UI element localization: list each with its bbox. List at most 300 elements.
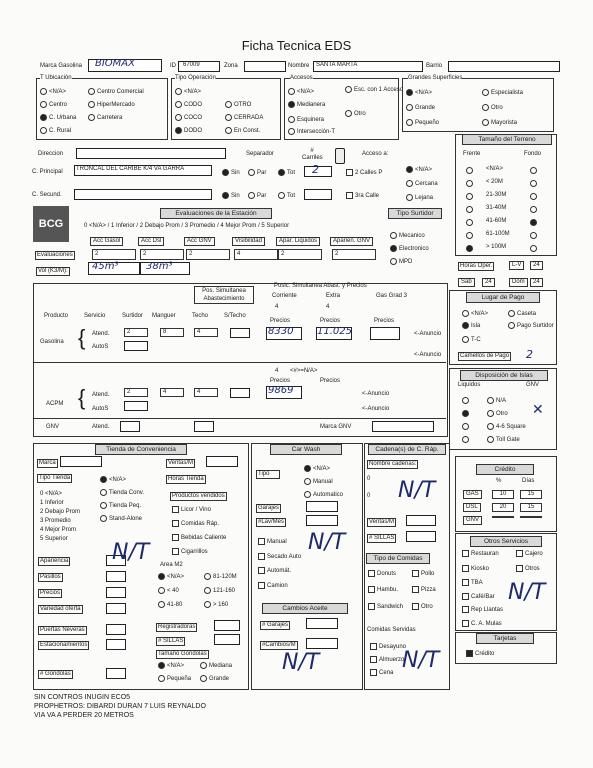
tienda-scale-item: 2 Debajo Prom (40, 509, 81, 515)
frente-radio[interactable] (466, 180, 473, 187)
gasolina-label: Gasolina (40, 339, 64, 345)
acpm-autos: AutoS (92, 406, 109, 412)
accesos-opt-medianera[interactable]: Medianera (288, 101, 325, 109)
bcg-eval-value[interactable]: 2 (186, 249, 230, 260)
tarjetas-title: Tarjetas (476, 633, 534, 644)
tamano-row-label: <N/A> (486, 166, 504, 172)
tienda-marca-label: Marca (39, 460, 56, 466)
operacion-opt-na[interactable]: <N/A> (175, 88, 201, 96)
otros-llantas[interactable]: Rep Llantas (462, 606, 503, 614)
tienda-tipo-conv[interactable]: Tienda Conv. (100, 489, 144, 497)
vol-dsl-value: 38m³ (146, 261, 173, 272)
grandes-opt-especialista[interactable]: Especialista (482, 89, 523, 97)
tamano-fondo: Fondo (524, 151, 542, 157)
prod-comidas[interactable]: Comidas Ráp. (172, 520, 219, 528)
area-label: Area M2 (160, 562, 183, 568)
precio-gas3-field[interactable] (370, 327, 400, 340)
gnv-label: GNV (46, 424, 60, 430)
precio-extra-value: 11.025 (317, 326, 352, 337)
bcg-eval-value[interactable]: 4 (234, 249, 278, 260)
lugar-opt-na[interactable]: <N/A> (462, 310, 488, 318)
acceso-lejana[interactable]: Lejana (406, 194, 433, 202)
bcg-col-header: Acc Dsl (138, 237, 164, 246)
precio-label-1: Precios (270, 318, 291, 324)
credito-dias-value[interactable]: 15 (520, 490, 542, 499)
lugar-opt-surtidor[interactable]: Pago Surtidor (508, 322, 554, 330)
cadena-sillas-label: # SILLAS (369, 535, 395, 541)
camellos-label: Camellos de Pago (460, 353, 510, 359)
bcg-eval-value[interactable]: 2 (278, 249, 322, 260)
gnv-atend: Atend. (92, 424, 110, 430)
islas-opt-toll[interactable]: Toll Gate (462, 436, 520, 444)
operacion-opt-dodo[interactable]: DODO (175, 127, 202, 135)
bcg-eval-value[interactable]: 2 (332, 249, 376, 260)
producto-header: Techo (192, 313, 209, 319)
area-na[interactable]: <N/A> (158, 573, 184, 581)
id-value: 67009 (183, 62, 200, 68)
cadena-nt: N/T (398, 478, 436, 503)
carriles-value: 2 (312, 163, 319, 176)
cadena-title: Cadena(s) de C. Ráp. (368, 444, 446, 455)
gond-na[interactable]: <N/A> (158, 662, 184, 670)
producto-value-cell[interactable]: 2 (124, 388, 148, 397)
accesos-opt-esquinera[interactable]: Esquinera (288, 116, 324, 124)
carwash-lav-field[interactable] (306, 515, 338, 526)
lugar-opt-isla[interactable]: Isla (462, 322, 480, 330)
sab-value[interactable]: 24 (482, 278, 495, 287)
separador-label: Separador (246, 151, 275, 157)
grandes-opt-mayorista[interactable]: Mayorista (482, 119, 517, 127)
frente-radio[interactable] (466, 193, 473, 200)
tienda-left-label: Estacionamientos (40, 642, 88, 648)
otros-otros[interactable]: Otros (516, 565, 540, 573)
direccion-field[interactable] (76, 148, 226, 159)
traffic-light-icon (335, 148, 345, 164)
area-41[interactable]: 41-80 (158, 601, 182, 609)
ubicacion-opt-na[interactable]: <N/A> (40, 88, 66, 96)
principal-sin[interactable]: Sin (222, 169, 240, 177)
producto-value-cell[interactable]: 8 (160, 328, 184, 337)
gasolina-brace: { (78, 325, 86, 350)
fondo-radio[interactable] (530, 232, 537, 239)
islas-title: Disposición de Islas (460, 370, 548, 381)
area-40[interactable]: < 40 (158, 587, 179, 595)
producto-header: Surtidor (122, 313, 144, 319)
bcg-col-header: Apar. Liquidos (276, 237, 320, 246)
tienda-tipo-peq[interactable]: Tienda Peq. (100, 502, 141, 510)
cadena-zero-1: 0 (367, 476, 371, 482)
anuncio-acpm2: <-Anuncio (362, 406, 390, 412)
operacion-opt-const[interactable]: En Const. (225, 127, 260, 135)
islas-opt-otro[interactable]: Otro (462, 410, 508, 418)
tienda-tipo-label: Tipo Tienda (39, 475, 71, 481)
frente-radio[interactable] (466, 206, 473, 213)
nombre-label: Nombre (288, 63, 310, 69)
dom-value[interactable]: 24 (530, 278, 543, 287)
carwash-nt: N/T (308, 530, 346, 555)
camellos-value[interactable]: 2 (526, 348, 533, 361)
gnv-field-2[interactable] (194, 421, 214, 432)
otros-restauran[interactable]: Restauran (462, 550, 499, 558)
comida-pizza[interactable]: Pizza (412, 586, 436, 594)
tienda-scale-item: 5 Superior (40, 536, 68, 542)
principal-par[interactable]: Par (248, 169, 266, 177)
fondo-radio[interactable] (530, 193, 537, 200)
tienda-title: Tienda de Conveniencia (95, 444, 187, 455)
divider-gas-acpm (34, 362, 446, 363)
tienda-tipo-na[interactable]: <N/A> (100, 476, 126, 484)
frente-radio[interactable] (466, 232, 473, 239)
lav-secado[interactable]: Secado Auto (258, 553, 301, 561)
autos-field[interactable] (124, 341, 148, 351)
gond-mediana[interactable]: Mediana (200, 662, 232, 670)
tienda-sillas-field[interactable] (214, 634, 240, 645)
islas-gnv: GNV (526, 382, 540, 388)
lav-camion[interactable]: Camion (258, 582, 288, 590)
lugar-pago-title: Lugar de Pago (466, 292, 540, 303)
carwash-tipo-label: Tipo (256, 470, 280, 479)
producto-section (33, 283, 448, 437)
zona-label: Zona (224, 63, 238, 69)
tamano-row-label: 31-40M (486, 205, 507, 211)
otros-kiosko[interactable]: Kiosko (462, 565, 489, 573)
tienda-left-label: Pasillos (40, 574, 61, 580)
acceso-label: Acceso a: (362, 151, 389, 157)
secund-par[interactable]: Par (248, 192, 266, 200)
producto-header: Producto (44, 313, 69, 319)
comida-pollo[interactable]: Pollo (412, 570, 434, 578)
comida-otro[interactable]: Otro (412, 603, 433, 611)
secund-tot[interactable]: Tot (278, 192, 295, 200)
autos-field[interactable] (124, 401, 148, 411)
frente-radio[interactable] (466, 245, 473, 252)
gond-pequena[interactable]: Pequeña (158, 675, 191, 683)
precio-corriente-value: 8330 (268, 326, 294, 337)
tienda-left-field[interactable] (106, 603, 126, 614)
s-techo-field[interactable] (230, 388, 250, 398)
fondo-radio[interactable] (530, 206, 537, 213)
tienda-left-field[interactable] (106, 624, 126, 635)
cambios-mes-label: #Cambios/M (262, 642, 296, 648)
tamano-row-label: < 20M (486, 179, 503, 185)
prod-licor[interactable]: Licor / Vino (172, 506, 211, 514)
otros-title: Otros Servicios (470, 536, 542, 547)
credito-dias-value[interactable] (520, 516, 542, 518)
cambios-title: Cambios Aceite (262, 603, 348, 614)
tamano-frente: Frente (463, 151, 481, 157)
otros-tba[interactable]: TBA (462, 579, 483, 587)
bcg-eval-value[interactable]: 2 (140, 249, 184, 260)
acpm-precio-label-2: Precios (320, 378, 341, 384)
anuncio-acpm: <-Anuncio (362, 391, 390, 397)
tienda-scale-item: 1 Inferior (40, 500, 64, 506)
serv-almuerzo[interactable]: Almuerzo (370, 656, 404, 664)
credito-dias-value[interactable]: 15 (520, 503, 542, 512)
producto-header: Manguer (152, 313, 176, 319)
operacion-opt-cerrada[interactable]: CERRADA (225, 114, 263, 122)
grandes-title: Grandes Superficies (408, 75, 463, 81)
cadena-nombre-label: Nombre cadenas: (369, 461, 417, 467)
frente-radio[interactable] (466, 167, 473, 174)
serv-desayuno[interactable]: Desayuno (370, 643, 406, 651)
cadena-ventas-field[interactable] (406, 515, 436, 526)
operacion-opt-coco[interactable]: COCO (175, 114, 202, 122)
accesos-title: Accesos (290, 75, 313, 81)
producto-value-cell[interactable]: 4 (194, 388, 218, 397)
extra-label: Extra (326, 293, 341, 299)
fondo-radio[interactable] (530, 180, 537, 187)
principal-value: TRONCAL DEL CARIBE K/4 VA GARRA (76, 166, 185, 172)
bcg-col-header: Acc GNV (184, 237, 215, 246)
posic-simultanea: Posic. Simultanea Abast. y Precios (274, 283, 367, 289)
producto-value-cell[interactable]: 2 (124, 328, 148, 337)
tienda-left-field[interactable] (106, 639, 126, 650)
carwash-auto[interactable]: Automatico (304, 491, 343, 499)
bcg-col-header: Aparien. GNV (330, 237, 373, 246)
operacion-opt-otro[interactable]: OTRO (225, 101, 251, 109)
producto-header: Servicio (84, 313, 106, 319)
lugar-opt-tc[interactable]: T-C (462, 336, 481, 344)
tipo-surtidor-title: Tipo Surtidor (388, 208, 442, 219)
cambios-nt: N/T (282, 650, 320, 675)
tienda-ventas-label: Ventas/M (168, 460, 194, 466)
servidas-nt: N/T (402, 648, 440, 673)
corriente-label: Corriente (272, 293, 297, 299)
pos-simultanea: Pos. Simultanea Abastecimiento (194, 286, 254, 304)
producto-value-cell[interactable]: 4 (194, 328, 218, 337)
ubicacion-opt-hiper[interactable]: HiperMercado (88, 101, 135, 109)
id-label: ID (170, 63, 176, 69)
gas-top-extra: 4 (326, 304, 330, 310)
gasolina-autos: AutoS (92, 344, 109, 350)
ubicacion-title: T Ubicación (40, 75, 72, 81)
anuncio-gas: <-Anuncio (414, 331, 442, 337)
gondolas-size-label: Tamaño Gondolas (158, 651, 207, 657)
secund-field[interactable] (74, 189, 212, 200)
bcg-eval-value[interactable]: 2 (92, 249, 136, 260)
tienda-left-label: # Gondolas (40, 671, 71, 677)
producto-header: S/Techo (224, 313, 246, 319)
nombre-value: SANTA MARTA (316, 62, 358, 68)
precio-label-3: Precios (374, 318, 395, 324)
footer-line-2: PROPHETROS: DIBARDI DURAN 7 LUIS REYNALDO (34, 703, 206, 710)
direccion-label: Direccion (38, 151, 64, 157)
tienda-left-label: Precios (40, 590, 61, 596)
comida-sandwich[interactable]: Sandwich (368, 603, 403, 611)
tienda-left-field[interactable] (106, 571, 126, 582)
tienda-left-label: Puertas Neveras (40, 627, 85, 633)
tienda-left-field[interactable] (106, 668, 126, 679)
credito-pct-value[interactable]: 10 (492, 490, 514, 499)
registradoras-field[interactable] (214, 620, 240, 631)
prod-cigarrillos[interactable]: Cigarrillos (172, 548, 208, 556)
acpm-precio-label: Precios (270, 378, 291, 384)
operacion-title: Tipo Operación (175, 75, 216, 81)
secund-carriles-field[interactable] (304, 189, 332, 200)
tienda-left-label: Apariencia (40, 558, 69, 564)
tienda-marca-field[interactable] (60, 456, 102, 467)
anuncio-gas2: <-Anuncio (414, 352, 442, 358)
serv-cena[interactable]: Cena (370, 669, 393, 677)
credito-row-label: GNV (463, 516, 482, 525)
lv-label: L-V (509, 261, 524, 270)
accesos-opt-otro[interactable]: Otro (345, 110, 366, 118)
acceso-3ra-calle[interactable]: 3ra Calle (346, 192, 379, 200)
gas-top-corriente: 4 (275, 304, 279, 310)
otros-cajero[interactable]: Cajero (516, 550, 543, 558)
islas-opt-square[interactable]: 4-6 Square (462, 423, 526, 431)
tienda-scale-item: 0 <N/A> (40, 491, 63, 497)
accesos-opt-na[interactable]: <N/A> (288, 88, 314, 96)
acpm-label: ACPM (46, 401, 64, 407)
tienda-nt: N/T (112, 540, 150, 565)
islas-liq: Liquidos (458, 382, 481, 388)
islas-gnv-x: ✕ (532, 402, 544, 418)
cadena-ventas-label: Ventas/M (369, 519, 395, 525)
lav-automat[interactable]: Automát. (258, 567, 291, 575)
cambios-garajes-field[interactable] (306, 618, 338, 629)
operacion-opt-codo[interactable]: CODO (175, 101, 202, 109)
bcg-scale: 0 <N/A> / 1 Inferior / 2 Debajo Prom / 3 Promedio / 4 Mejor Prom / 5 Superior (84, 223, 290, 229)
carwash-garajes-field[interactable] (306, 501, 338, 512)
accesos-opt-esc[interactable]: Esc. con 1 Acceso (345, 86, 403, 94)
acceso-2calles[interactable]: 2 Calles P (346, 169, 382, 177)
area-81[interactable]: 81-120M (204, 573, 237, 581)
tamano-row-label: 21-30M (486, 192, 507, 198)
lugar-opt-caseta[interactable]: Caseta (508, 310, 536, 318)
acceso-cercana[interactable]: Cercana (406, 180, 438, 188)
footer-line-1: SIN CONTROS INUGIN ECO5 (34, 694, 131, 701)
tienda-left-label: Variedad oferta (40, 606, 81, 612)
ubicacion-opt-carretera[interactable]: Carretera (88, 114, 122, 122)
cadena-sillas-field[interactable] (406, 531, 436, 542)
vol-gasol-value: 45m³ (92, 261, 119, 272)
fondo-radio[interactable] (530, 245, 537, 252)
vol-label: Vol (K3/M): (38, 268, 68, 274)
tienda-sillas-label: # SILLAS (158, 638, 184, 644)
comida-donuts[interactable]: Donuts (368, 570, 396, 578)
otros-mulas[interactable]: C. A. Mulas (462, 620, 502, 628)
gnv-atend-field[interactable] (120, 421, 140, 432)
otros-nt: N/T (508, 580, 546, 605)
tienda-horas-label: Horas Tienda (168, 476, 204, 482)
acceso-na[interactable]: <N/A> (406, 166, 432, 174)
s-techo-field[interactable] (230, 328, 250, 338)
principal-label: C. Principal (32, 169, 63, 175)
gond-grande[interactable]: Grande (200, 675, 229, 683)
dom-label: Dom (509, 278, 528, 287)
acpm-brace: { (78, 385, 86, 410)
page-title: Ficha Tecnica EDS (241, 38, 352, 53)
grandes-opt-grande[interactable]: Grande (406, 104, 435, 112)
marca-gnv-field[interactable] (372, 421, 434, 432)
tamano-row-label: 61-100M (486, 231, 510, 237)
fondo-radio[interactable] (530, 219, 537, 226)
footer-line-3: VIA VA A PERDER 20 METROS (34, 712, 134, 719)
surtidor-mecanico[interactable]: Mecanico (390, 232, 425, 240)
tamano-row-label: 41-60M (486, 218, 507, 224)
horas-oper-label: Horas Oper. (460, 263, 493, 269)
frente-radio[interactable] (466, 219, 473, 226)
surtidor-electronico[interactable]: Electronico (390, 245, 429, 253)
carriles-label: # Carriles (302, 148, 323, 161)
precio-label-2: Precios (320, 318, 341, 324)
producto-value-cell[interactable]: 4 (160, 388, 184, 397)
barrio-label: Barrio (426, 63, 443, 69)
evaluaciones-label: Evaluaciones (37, 252, 73, 258)
otros-cafe[interactable]: Café/Bar (462, 593, 495, 601)
zona-field[interactable] (244, 61, 286, 72)
gasolina-atend: Atend. (92, 331, 110, 337)
comidas-title: Tipo de Comidas (366, 553, 430, 564)
bcg-title: Evaluaciones de la Estación (160, 208, 272, 219)
tienda-tipo-stand[interactable]: Stand-Alone (100, 515, 142, 523)
credito-pct-value[interactable]: 20 (492, 503, 514, 512)
secund-label: C. Secund. (32, 192, 62, 198)
bcg-col-header: Acc Gasol (90, 237, 123, 246)
tamano-title: Tamaño del Terreno (462, 134, 552, 145)
gas3-label: Gas Grad 3 (376, 293, 408, 299)
area-121[interactable]: 121-160 (204, 587, 235, 595)
ubicacion-opt-centro[interactable]: Centro (40, 101, 67, 109)
tienda-scale-item: 3 Promedio (40, 518, 71, 524)
marca-value: BIOMAX (95, 58, 135, 69)
sab-label: Sab (458, 278, 475, 287)
lv-value[interactable]: 24 (530, 261, 543, 270)
grandes-opt-na[interactable]: <N/A> (406, 89, 432, 97)
credito-row-label: DSL (463, 503, 481, 512)
cambios-garajes-label: # Garajes (262, 622, 289, 628)
acpm-top: 4 (275, 368, 279, 374)
barrio-field[interactable] (448, 61, 560, 72)
carwash-manual[interactable]: Manual (304, 478, 333, 486)
grandes-opt-otro[interactable]: Otro (482, 104, 503, 112)
cambios-mes-field[interactable] (306, 638, 338, 649)
acpm-atend: Atend. (92, 392, 110, 398)
credito-pct-value[interactable] (492, 516, 514, 518)
surtidor-mpd[interactable]: MPD (390, 258, 412, 266)
credito-dias: Días (522, 478, 535, 484)
secund-sin[interactable]: Sin (222, 192, 240, 200)
islas-opt-na[interactable]: N/A (462, 397, 506, 405)
ubicacion-opt-cc[interactable]: Centro Comercial (88, 88, 144, 96)
tienda-left-field[interactable] (106, 587, 126, 598)
cadena-zero-2: 0 (367, 493, 371, 499)
ubicacion-opt-rural[interactable]: C. Rural (40, 127, 71, 135)
ubicacion-opt-urbana[interactable]: C. Urbana (40, 114, 76, 122)
area-160[interactable]: > 160 (204, 601, 228, 609)
tamano-row-label: > 100M (486, 244, 507, 250)
prod-bebidas[interactable]: Bebidas Caliente (172, 534, 226, 542)
marca-label: Marca Gasolina (40, 63, 83, 69)
tienda-ventas-field[interactable] (206, 456, 238, 467)
bcg-col-header: Visibilidad (232, 237, 265, 246)
grandes-opt-pequeno[interactable]: Pequeño (406, 119, 439, 127)
lav-manual[interactable]: Manual (258, 538, 287, 546)
comidas-servidas-label: Comidas Servidas (367, 627, 416, 633)
comida-hambu[interactable]: Hambu. (368, 586, 398, 594)
carwash-na[interactable]: <N/A> (304, 465, 330, 473)
productos-vendidos-label: Productos vendidos (172, 493, 225, 499)
principal-tot[interactable]: Tot (278, 169, 295, 177)
bcg-logo: BCG (33, 206, 69, 242)
accesos-opt-intersec[interactable]: Intersección-T (288, 128, 335, 136)
fondo-radio[interactable] (530, 167, 537, 174)
tarjetas-credito[interactable]: Crédito (466, 650, 494, 658)
acpm-top-na: <#>=N/A> (290, 368, 318, 374)
acpm-precio-value: 9869 (268, 385, 294, 396)
credito-row-label: GAS (463, 490, 482, 499)
